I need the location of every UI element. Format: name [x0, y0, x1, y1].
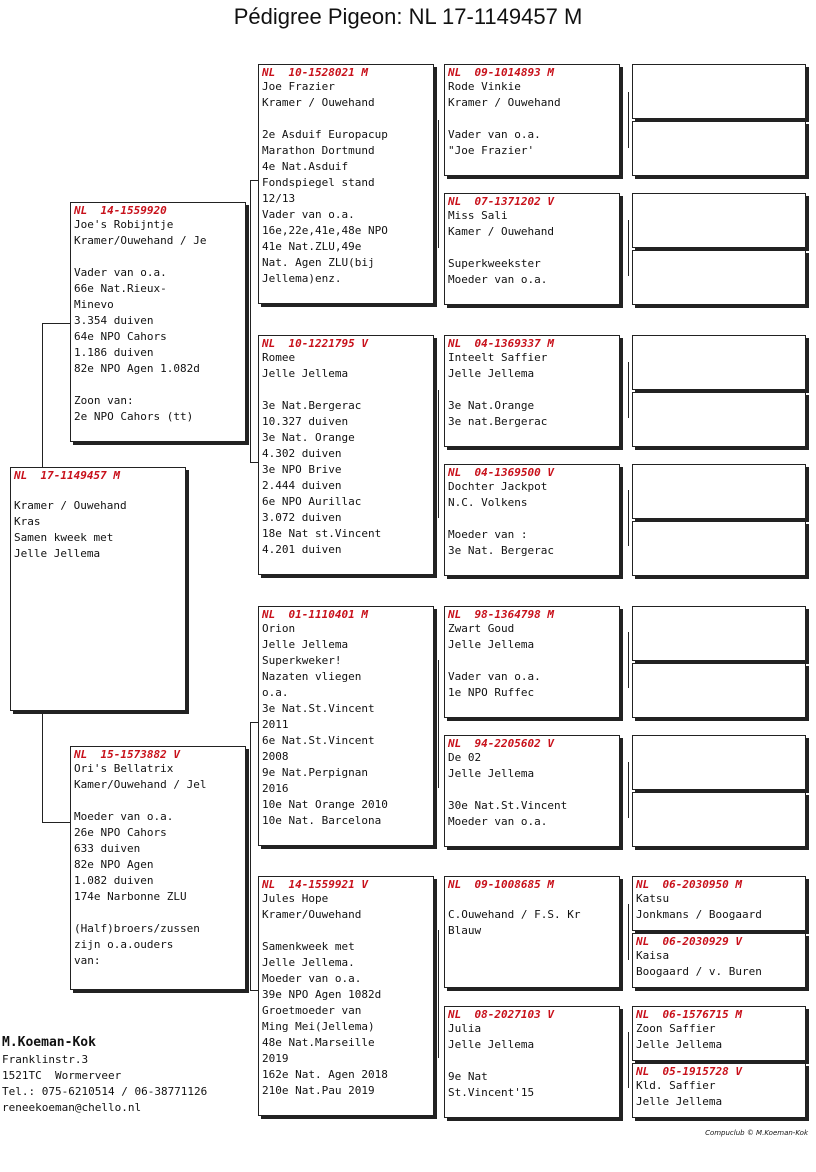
ring-number: NL 10-1221795 V — [262, 337, 368, 350]
connector-line — [628, 220, 629, 276]
ring-number: NL 06-2030929 V — [636, 935, 742, 948]
card-details: Zwart Goud Jelle Jellema Vader van o.a. 1e NPO Ruffec — [448, 622, 541, 699]
great-great-grandparent-card — [632, 933, 806, 988]
card-details: Dochter Jackpot N.C. Volkens Moeder van : 3e Nat. Bergerac — [448, 480, 554, 557]
ring-number: NL 04-1369337 M — [448, 337, 554, 350]
card-details: Romee Jelle Jellema 3e Nat.Bergerac 10.327 duiven 3e Nat. Orange 4.302 duiven 3e NPO Brive 2.444 duiven 6e NPO Aurillac 3.072 duiven 18e Nat st.Vincent 4.201 duiven — [262, 351, 382, 556]
great-great-grandparent-card — [632, 792, 806, 847]
ring-number: NL 08-2027103 V — [448, 1008, 554, 1021]
great-grandparent-card — [444, 64, 620, 176]
ring-number: NL 06-2030950 M — [636, 878, 742, 891]
great-great-grandparent-card — [632, 392, 806, 447]
grandparent-card — [258, 606, 434, 846]
connector-line — [628, 904, 629, 960]
connector-line — [42, 712, 43, 822]
great-grandparent-card — [444, 876, 620, 988]
great-grandparent-card — [444, 606, 620, 718]
great-great-grandparent-card — [632, 335, 806, 390]
card-details: Zoon Saffier Jelle Jellema — [636, 1022, 723, 1051]
connector-line — [628, 362, 629, 418]
great-great-grandparent-card — [632, 121, 806, 176]
card-details: C.Ouwehand / F.S. Kr Blauw — [448, 908, 581, 937]
page-title: Pédigree Pigeon: NL 17-1149457 M — [233, 4, 583, 29]
card-details: De 02 Jelle Jellema 30e Nat.St.Vincent Moeder van o.a. — [448, 751, 568, 828]
ring-number: NL 10-1528021 M — [262, 66, 368, 79]
grandparent-card — [258, 335, 434, 575]
connector-line — [42, 822, 72, 823]
connector-line — [250, 180, 258, 181]
great-great-grandparent-card — [632, 735, 806, 790]
great-great-grandparent-card — [632, 1006, 806, 1061]
grandparent-card — [258, 876, 434, 1116]
connector-line — [250, 462, 258, 463]
card-details: Kld. Saffier Jelle Jellema — [636, 1079, 723, 1108]
great-grandparent-card — [444, 1006, 620, 1118]
great-great-grandparent-card — [632, 1063, 806, 1118]
great-great-grandparent-card — [632, 464, 806, 519]
connector-line — [250, 722, 258, 723]
connector-line — [628, 92, 629, 148]
owner-email: reneekoeman@chello.nl — [2, 1101, 142, 1114]
card-details: Joe's Robijntje Kramer/Ouwehand / Je Vader van o.a. 66e Nat.Rieux- Minevo 3.354 duiven 64e NPO Cahors 1.186 duiven 82e NPO Agen 1.082d Zoon van: 2e NPO Cahors (tt) — [74, 218, 207, 423]
card-details: Kaisa Boogaard / v. Buren — [636, 949, 762, 978]
card-details: Rode Vinkie Kramer / Ouwehand Vader van o.a. "Joe Frazier' — [448, 80, 561, 157]
connector-line — [250, 990, 258, 991]
ring-number: NL 09-1008685 M — [448, 878, 554, 891]
connector-line — [42, 323, 43, 471]
connector-line — [438, 120, 439, 248]
great-great-grandparent-card — [632, 606, 806, 661]
connector-line — [250, 180, 251, 462]
card-details: Ori's Bellatrix Kamer/Ouwehand / Jel Moeder van o.a. 26e NPO Cahors 633 duiven 82e NPO Agen 1.082 duiven 174e Narbonne ZLU (Half)broers/zussen zijn o.a.ouders van: — [74, 762, 207, 967]
card-details: Joe Frazier Kramer / Ouwehand 2e Asduif Europacup Marathon Dortmund 4e Nat.Asduif Fondspiegel stand 12/13 Vader van o.a. 16e,22e,41e,48e NPO 41e Nat.ZLU,49e Nat. Agen ZLU(bij Jellema)enz. — [262, 80, 388, 285]
grandparent-card — [258, 64, 434, 304]
ring-number: NL 04-1369500 V — [448, 466, 554, 479]
great-grandparent-card — [444, 464, 620, 576]
connector-line — [438, 660, 439, 788]
connector-line — [628, 490, 629, 546]
great-great-grandparent-card — [632, 193, 806, 248]
mother-card — [70, 746, 246, 990]
card-details: Inteelt Saffier Jelle Jellema 3e Nat.Orange 3e nat.Bergerac — [448, 351, 548, 428]
credit-text: Compuclub © M.Koeman-Kok — [705, 1129, 808, 1137]
card-details: Julia Jelle Jellema 9e Nat St.Vincent'15 — [448, 1022, 535, 1099]
connector-line — [438, 390, 439, 518]
card-details: Miss Sali Kamer / Ouwehand Superkweekster Moeder van o.a. — [448, 209, 554, 286]
ring-number: NL 01-1110401 M — [262, 608, 368, 621]
card-details: Kramer / Ouwehand Kras Samen kweek met Jelle Jellema — [14, 499, 127, 560]
connector-line — [250, 722, 251, 990]
owner-phone: Tel.: 075-6210514 / 06-38771126 — [2, 1085, 208, 1098]
owner-city: 1521TC Wormerveer — [2, 1069, 122, 1082]
connector-line — [628, 1032, 629, 1088]
ring-number: NL 98-1364798 M — [448, 608, 554, 621]
ring-number: NL 05-1915728 V — [636, 1065, 742, 1078]
card-details: Orion Jelle Jellema Superkweker! Nazaten vliegen o.a. 3e Nat.St.Vincent 2011 6e Nat.St.Vincent 2008 9e Nat.Perpignan 2016 10e Nat Orange 2010 10e Nat. Barcelona — [262, 622, 388, 827]
ring-number: NL 14-1559921 V — [262, 878, 368, 891]
connector-line — [42, 323, 72, 324]
connector-line — [628, 632, 629, 688]
owner-block — [2, 1034, 207, 1116]
ring-number: NL 09-1014893 M — [448, 66, 554, 79]
great-grandparent-card — [444, 335, 620, 447]
ring-number: NL 17-1149457 M — [14, 469, 120, 482]
connector-line — [628, 762, 629, 818]
owner-street: Franklinstr.3 — [2, 1053, 89, 1066]
great-great-grandparent-card — [632, 663, 806, 718]
connector-line — [438, 930, 439, 1058]
father-card — [70, 202, 246, 442]
ring-number: NL 06-1576715 M — [636, 1008, 742, 1021]
great-great-grandparent-card — [632, 64, 806, 119]
ring-number: NL 15-1573882 V — [74, 748, 180, 761]
ring-number: NL 07-1371202 V — [448, 195, 554, 208]
great-grandparent-card — [444, 193, 620, 305]
subject-card — [10, 467, 186, 711]
great-grandparent-card — [444, 735, 620, 847]
great-great-grandparent-card — [632, 250, 806, 305]
ring-number: NL 14-1559920 — [74, 204, 167, 217]
owner-name: M.Koeman-Kok — [2, 1035, 96, 1050]
card-details: Jules Hope Kramer/Ouwehand Samenkweek met Jelle Jellema. Moeder van o.a. 39e NPO Agen 1082d Groetmoeder van Ming Mei(Jellema) 48e Nat.Marseille 2019 162e Nat. Agen 2018 210e Nat.Pau 2019 — [262, 892, 388, 1097]
great-great-grandparent-card — [632, 876, 806, 931]
great-great-grandparent-card — [632, 521, 806, 576]
ring-number: NL 94-2205602 V — [448, 737, 554, 750]
card-details: Katsu Jonkmans / Boogaard — [636, 892, 762, 921]
